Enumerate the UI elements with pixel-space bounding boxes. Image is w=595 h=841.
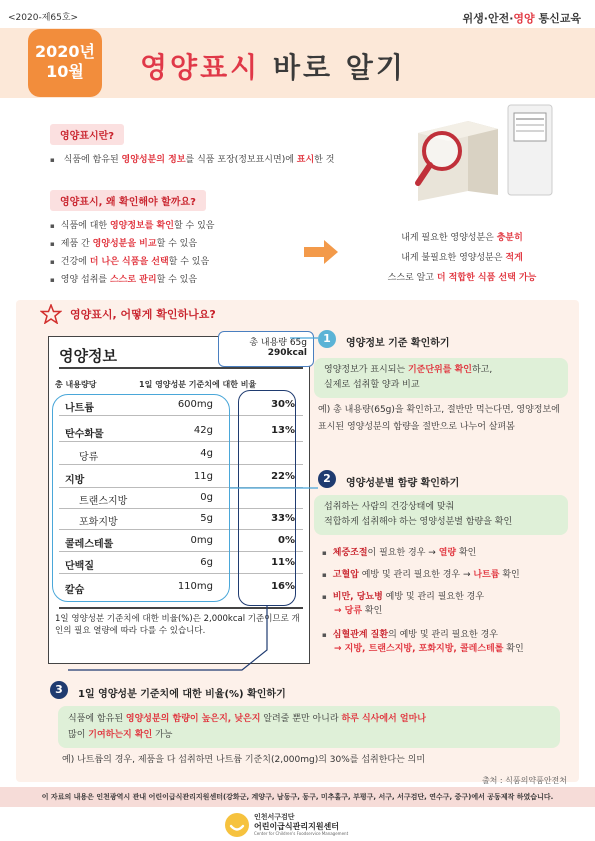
footer-notice: 이 자료의 내용은 인천광역시 관내 어린이급식관리지원센터(강화군, 계양구, 남동구, 동구, 미추홀구, 부평구, 서구, 서구검단, 연수구, 중구)에서 공동제작 하였습니다. — [0, 787, 595, 807]
section1-heading: 영양표시란? — [50, 124, 124, 145]
step1-example: 예) 총 내용량(65g)을 확인하고, 절반만 먹는다면, 영양정보에 표시된 영양성분의 함량을 절반으로 나누어 살펴봄 — [318, 405, 560, 432]
nutrient-amount: 42g — [193, 425, 213, 436]
nutrient-percent: 22% — [271, 471, 295, 482]
nutrient-name: 트랜스지방 — [79, 496, 128, 507]
nutrient-name: 나트륨 — [65, 403, 94, 414]
nutrient-name: 당류 — [79, 452, 99, 463]
nutrient-amount: 11g — [193, 471, 213, 482]
nutrient-name: 콜레스테롤 — [65, 539, 114, 550]
source-credit: 출처 : 식품의약품안전처 — [481, 776, 567, 785]
step1-number: 1 — [318, 330, 336, 348]
logo-line1: 인천서구검단 — [254, 813, 295, 821]
nutrient-percent: 33% — [271, 513, 295, 524]
logo-line2: 어린이급식관리지원센터 — [254, 822, 340, 831]
series-prefix: 위생·안전· — [462, 12, 514, 25]
nutrient-amount: 0g — [200, 492, 213, 503]
step2-number: 2 — [318, 470, 336, 488]
arrow-right-icon — [304, 240, 340, 264]
nutrient-name: 포화지방 — [79, 517, 118, 528]
nutrient-percent: 13% — [271, 425, 295, 436]
nutrient-percent: 16% — [271, 581, 295, 592]
step3-example: 예) 나트륨의 경우, 제품을 다 섭취하면 나트륨 기준치(2,000mg)의 30%를 섭취한다는 의미 — [62, 755, 426, 765]
date-badge — [28, 29, 102, 97]
col-left-header: 총 내용량당 — [55, 380, 97, 389]
title-part2: 바로 알기 — [272, 51, 406, 84]
table-note: 1일 영양성분 기준치에 대한 비율(%)은 2,000kcal 기준이므로 개인의 필요 열량에 따라 다를 수 있습니다. — [55, 614, 300, 636]
page-title — [140, 46, 406, 86]
nutrient-percent: 11% — [271, 557, 295, 568]
step3-title: 1일 영양성분 기준치에 대한 비율(%) 확인하기 — [78, 689, 286, 700]
nutrient-amount: 4g — [200, 448, 213, 459]
step3-number: 3 — [50, 681, 68, 699]
section1-line: ▪ 식품에 함유된 영양성분의 정보를 식품 포장(정보표시면)에 표시한 것 — [50, 154, 334, 166]
step2-box: 섭취하는 사람의 건강상태에 맞춰 적합하게 섭취해야 하는 영양성분별 함량을 확인 — [314, 495, 568, 535]
step2-item: ▪ 심혈관계 질환의 예방 및 관리 필요한 경우 → 지방, 트랜스지방, 포화지방, 콜레스테롤 확인 — [322, 628, 572, 656]
series-label — [463, 10, 581, 26]
step1-title: 영양정보 기준 확인하기 — [346, 338, 450, 349]
smile-logo-icon — [224, 812, 250, 838]
nutrient-name: 단백질 — [65, 561, 94, 572]
table-title: 영양정보 — [59, 347, 117, 365]
center-logo — [224, 812, 384, 838]
title-part1: 영양표시 — [140, 51, 261, 84]
nutrition-label-illustration — [398, 103, 558, 203]
step2-item: ▪ 비만, 당뇨병 예방 및 관리 필요한 경우 → 당류 확인 — [322, 590, 572, 618]
nutrient-percent: 30% — [271, 399, 295, 410]
nutrient-name: 칼슘 — [65, 585, 85, 596]
section2-heading: 영양표시, 왜 확인해야 할까요? — [50, 190, 206, 211]
nutrient-amount: 600mg — [177, 399, 213, 410]
section2-benefits — [352, 228, 572, 288]
nutrient-amount: 110mg — [177, 581, 213, 592]
benefit-line: 내게 불필요한 영양성분은 적게 — [401, 253, 523, 263]
total-content: 총 내용량 65g — [249, 338, 307, 348]
nutrient-amount: 0mg — [190, 535, 213, 546]
nutrient-percent: 0% — [278, 535, 295, 546]
section3-heading: 영양표시, 어떻게 확인하나요? — [70, 308, 216, 321]
step2-item: ▪ 고혈압 예방 및 관리 필요한 경우 → 나트륨 확인 — [322, 564, 572, 586]
total-kcal: 290kcal — [267, 348, 307, 358]
section2-bullet: ▪ 식품에 대한 영양정보를 확인할 수 있음 — [50, 220, 214, 232]
issue-number: <2020-제65호> — [8, 13, 79, 23]
nutrient-name: 지방 — [65, 475, 85, 486]
badge-month: 10월 — [46, 62, 84, 81]
section2-bullets — [50, 220, 214, 286]
series-highlight: 영양 — [513, 12, 535, 25]
series-suffix: 통신교육 — [534, 12, 581, 25]
step2-title: 영양성분별 함량 확인하기 — [346, 478, 460, 489]
benefit-line: 스스로 알고 더 적합한 식품 선택 가능 — [387, 273, 537, 283]
section2-bullet: ▪ 영양 섭취를 스스로 관리할 수 있음 — [50, 274, 214, 286]
nutrient-amount: 6g — [200, 557, 213, 568]
badge-year: 2020년 — [35, 42, 95, 61]
col-right-header: 1일 영양성분 기준치에 대한 비율 — [139, 380, 257, 389]
step1-box: 영양정보가 표시되는 기준단위를 확인하고, 실제로 섭취할 양과 비교 — [314, 358, 568, 398]
section2-bullet: ▪ 제품 간 영양성분을 비교할 수 있음 — [50, 238, 214, 250]
nutrient-name: 탄수화물 — [65, 429, 104, 440]
benefit-line: 내게 필요한 영양성분은 충분히 — [401, 233, 523, 243]
step2-item: ▪ 체중조절이 필요한 경우 → 열량 확인 — [322, 542, 572, 564]
step2-items — [322, 542, 572, 656]
nutrient-amount: 5g — [200, 513, 213, 524]
logo-line3: Center for Children's Foodservice Management — [254, 831, 349, 836]
section2-bullet: ▪ 건강에 더 나은 식품을 선택할 수 있음 — [50, 256, 214, 268]
step3-box: 식품에 함유된 영양성분의 함량이 높은지, 낮은지 알려줄 뿐만 아니라 하루 식사에서 얼마나 많이 기여하는지 확인 가능 — [58, 706, 560, 748]
